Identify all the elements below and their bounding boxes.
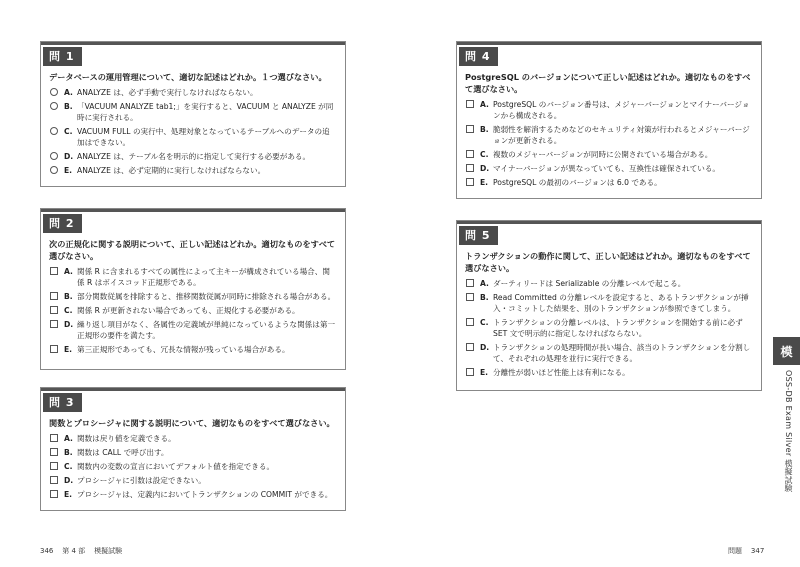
option-text: トランザクションの分離レベルは、トランザクションを開始する前に必ず SET 文で明示的に指定しなければならない。 xyxy=(493,318,743,338)
question-text: PostgreSQL のバージョンについて正しい記述はどれか。適切なものをすべて選びなさい。 xyxy=(465,72,751,94)
option-letter: B. xyxy=(64,448,73,457)
checkbox[interactable] xyxy=(466,368,474,376)
option-text: PostgreSQL のバージョン番号は、メジャーバージョンとマイナーバージョンから構成される。 xyxy=(493,100,750,120)
checkbox[interactable] xyxy=(50,345,58,353)
radio-button[interactable] xyxy=(50,127,58,135)
option-list xyxy=(465,278,753,378)
chapter-tab: 模 xyxy=(773,337,800,365)
answer-option[interactable] xyxy=(49,151,337,162)
answer-option[interactable] xyxy=(49,87,337,98)
question-text: データベースの運用管理について、適切な記述はどれか。１つ選びなさい。 xyxy=(49,72,327,82)
option-text: VACUUM FULL の実行中、処理対象となっているテーブルへのデータの追加はできない。 xyxy=(77,127,330,147)
answer-option[interactable] xyxy=(465,367,753,378)
checkbox[interactable] xyxy=(50,448,58,456)
question-number: 問 5 xyxy=(459,226,498,245)
option-letter: E. xyxy=(64,166,73,175)
option-letter: E. xyxy=(480,368,489,377)
option-letter: E. xyxy=(64,345,73,354)
option-letter: B. xyxy=(480,125,489,134)
option-letter: A. xyxy=(480,279,489,288)
question-top-rule xyxy=(41,388,345,391)
question-box-5 xyxy=(456,220,762,391)
option-letter: A. xyxy=(64,434,73,443)
section-title: 問題 xyxy=(728,547,742,555)
option-letter: A. xyxy=(64,88,73,97)
question-box-3 xyxy=(40,387,346,511)
answer-option[interactable] xyxy=(49,305,337,316)
question-top-rule xyxy=(457,42,761,45)
answer-option[interactable] xyxy=(49,126,337,148)
option-list xyxy=(49,266,337,355)
option-text: 分離性が弱いほど性能上は有利になる。 xyxy=(493,368,630,377)
question-box-4 xyxy=(456,41,762,199)
option-text: マイナーバージョンが異なっていても、互換性は確保されている。 xyxy=(493,164,720,173)
footer-left xyxy=(40,546,122,556)
question-top-rule xyxy=(41,42,345,45)
answer-option[interactable] xyxy=(49,475,337,486)
radio-button[interactable] xyxy=(50,102,58,110)
option-letter: D. xyxy=(64,320,74,329)
question-top-rule xyxy=(41,209,345,212)
side-running-title: OSS-DB Exam Silver 模擬試験 xyxy=(784,370,793,493)
answer-option[interactable] xyxy=(465,124,753,146)
radio-button[interactable] xyxy=(50,166,58,174)
option-text: 「VACUUM ANALYZE tab1;」を実行すると、VACUUM と ANALYZE が同時に実行される。 xyxy=(77,102,334,122)
option-letter: E. xyxy=(64,490,73,499)
answer-option[interactable] xyxy=(465,177,753,188)
checkbox[interactable] xyxy=(50,292,58,300)
question-top-rule xyxy=(457,221,761,224)
answer-option[interactable] xyxy=(49,433,337,444)
option-letter: C. xyxy=(64,306,73,315)
checkbox[interactable] xyxy=(466,164,474,172)
option-text: 関数は戻り値を定義できる。 xyxy=(77,434,176,443)
option-letter: D. xyxy=(64,152,74,161)
answer-option[interactable] xyxy=(49,447,337,458)
option-text: ダーティリードは Serializable の分離レベルで起こる。 xyxy=(493,279,686,288)
option-text: 部分関数従属を排除すると、推移関数従属が同時に排除される場合がある。 xyxy=(77,292,336,301)
option-text: 関数内の変数の宣言においてデフォルト値を指定できる。 xyxy=(77,462,275,471)
option-text: 関係 R が更新されない場合であっても、正規化する必要がある。 xyxy=(77,306,300,315)
checkbox[interactable] xyxy=(50,320,58,328)
answer-option[interactable] xyxy=(49,489,337,500)
checkbox[interactable] xyxy=(50,490,58,498)
question-text: 関数とプロシージャに関する説明について、適切なものをすべて選びなさい。 xyxy=(49,418,335,428)
question-box-1 xyxy=(40,41,346,187)
checkbox[interactable] xyxy=(466,343,474,351)
option-text: PostgreSQL の最初のバージョンは 6.0 である。 xyxy=(493,178,662,187)
option-letter: A. xyxy=(480,100,489,109)
option-letter: C. xyxy=(480,318,489,327)
option-text: 関係 R に含まれるすべての属性によって主キーが構成されている場合、関係 R はボイスコッド正規形である。 xyxy=(77,267,330,287)
checkbox[interactable] xyxy=(50,462,58,470)
checkbox[interactable] xyxy=(466,178,474,186)
checkbox[interactable] xyxy=(466,125,474,133)
checkbox[interactable] xyxy=(466,293,474,301)
question-text: 次の正規化に関する説明について、正しい記述はどれか。適切なものをすべて選びなさい。 xyxy=(49,239,336,261)
question-number: 問 3 xyxy=(43,393,82,412)
answer-option[interactable] xyxy=(465,342,753,364)
question-number: 問 2 xyxy=(43,214,82,233)
checkbox[interactable] xyxy=(50,476,58,484)
option-letter: C. xyxy=(64,462,73,471)
option-text: トランザクションの処理時間が長い場合、該当のトランザクションを分割して、それぞれの処理を並行に実行できる。 xyxy=(493,343,751,363)
option-letter: B. xyxy=(64,102,73,111)
option-list xyxy=(465,99,753,188)
checkbox[interactable] xyxy=(466,279,474,287)
option-letter: C. xyxy=(480,150,489,159)
option-letter: E. xyxy=(480,178,489,187)
option-text: プロシージャは、定義内においてトランザクションの COMMIT ができる。 xyxy=(77,490,333,499)
checkbox[interactable] xyxy=(466,318,474,326)
option-letter: B. xyxy=(480,293,489,302)
answer-option[interactable] xyxy=(465,317,753,339)
answer-option[interactable] xyxy=(465,292,753,314)
footer-right xyxy=(728,546,764,556)
checkbox[interactable] xyxy=(466,150,474,158)
part-label: 第 4 部 xyxy=(62,547,86,555)
answer-option[interactable] xyxy=(49,461,337,472)
option-letter: A. xyxy=(64,267,73,276)
page-number-left: 346 xyxy=(40,547,54,555)
option-text: ANALYZE は、必ず定期的に実行しなければならない。 xyxy=(77,166,266,175)
checkbox[interactable] xyxy=(50,306,58,314)
option-letter: B. xyxy=(64,292,73,301)
page-number-right: 347 xyxy=(750,547,765,555)
option-list xyxy=(49,87,337,176)
answer-option[interactable] xyxy=(465,149,753,160)
option-text: プロシージャに引数は設定できない。 xyxy=(77,476,206,485)
question-number: 問 4 xyxy=(459,47,498,66)
option-letter: D. xyxy=(480,164,490,173)
answer-option[interactable] xyxy=(465,99,753,121)
answer-option[interactable] xyxy=(49,266,337,288)
question-text: トランザクションの動作に関して、正しい記述はどれか。適切なものをすべて選びなさい。 xyxy=(465,251,751,273)
checkbox[interactable] xyxy=(50,434,58,442)
option-text: 関数は CALL で呼び出す。 xyxy=(77,448,169,457)
option-letter: D. xyxy=(480,343,490,352)
option-letter: C. xyxy=(64,127,73,136)
option-text: Read Committed の分離レベルを設定すると、あるトランザクションが挿入・コミットした結果を、別のトランザクションが参照できてしまう。 xyxy=(493,293,749,313)
option-letter: D. xyxy=(64,476,74,485)
question-box-2 xyxy=(40,208,346,370)
answer-option[interactable] xyxy=(49,165,337,176)
radio-button[interactable] xyxy=(50,152,58,160)
part-title: 模擬試験 xyxy=(94,547,123,555)
option-list xyxy=(49,433,337,500)
checkbox[interactable] xyxy=(50,267,58,275)
answer-option[interactable] xyxy=(49,319,337,341)
option-text: ANALYZE は、テーブル名を明示的に指定して実行する必要がある。 xyxy=(77,152,311,161)
answer-option[interactable] xyxy=(465,163,753,174)
option-text: 脆弱性を解消するためなどのセキュリティ対策が行われるとメジャーバージョンが更新される。 xyxy=(493,125,750,145)
question-number: 問 1 xyxy=(43,47,82,66)
right-page xyxy=(400,0,800,567)
option-text: 繰り返し項目がなく、各属性の定義域が単純になっているような関係は第一正規形の要件を満たす。 xyxy=(77,320,336,340)
option-text: 第三正規形であっても、冗長な情報が残っている場合がある。 xyxy=(77,345,290,354)
answer-option[interactable] xyxy=(49,291,337,302)
answer-option[interactable] xyxy=(49,101,337,123)
option-text: ANALYZE は、必ず手動で実行しなければならない。 xyxy=(77,88,258,97)
answer-option[interactable] xyxy=(465,278,753,289)
radio-button[interactable] xyxy=(50,88,58,96)
checkbox[interactable] xyxy=(466,100,474,108)
option-text: 複数のメジャーバージョンが同時に公開されている場合がある。 xyxy=(493,150,713,159)
answer-option[interactable] xyxy=(49,344,337,355)
